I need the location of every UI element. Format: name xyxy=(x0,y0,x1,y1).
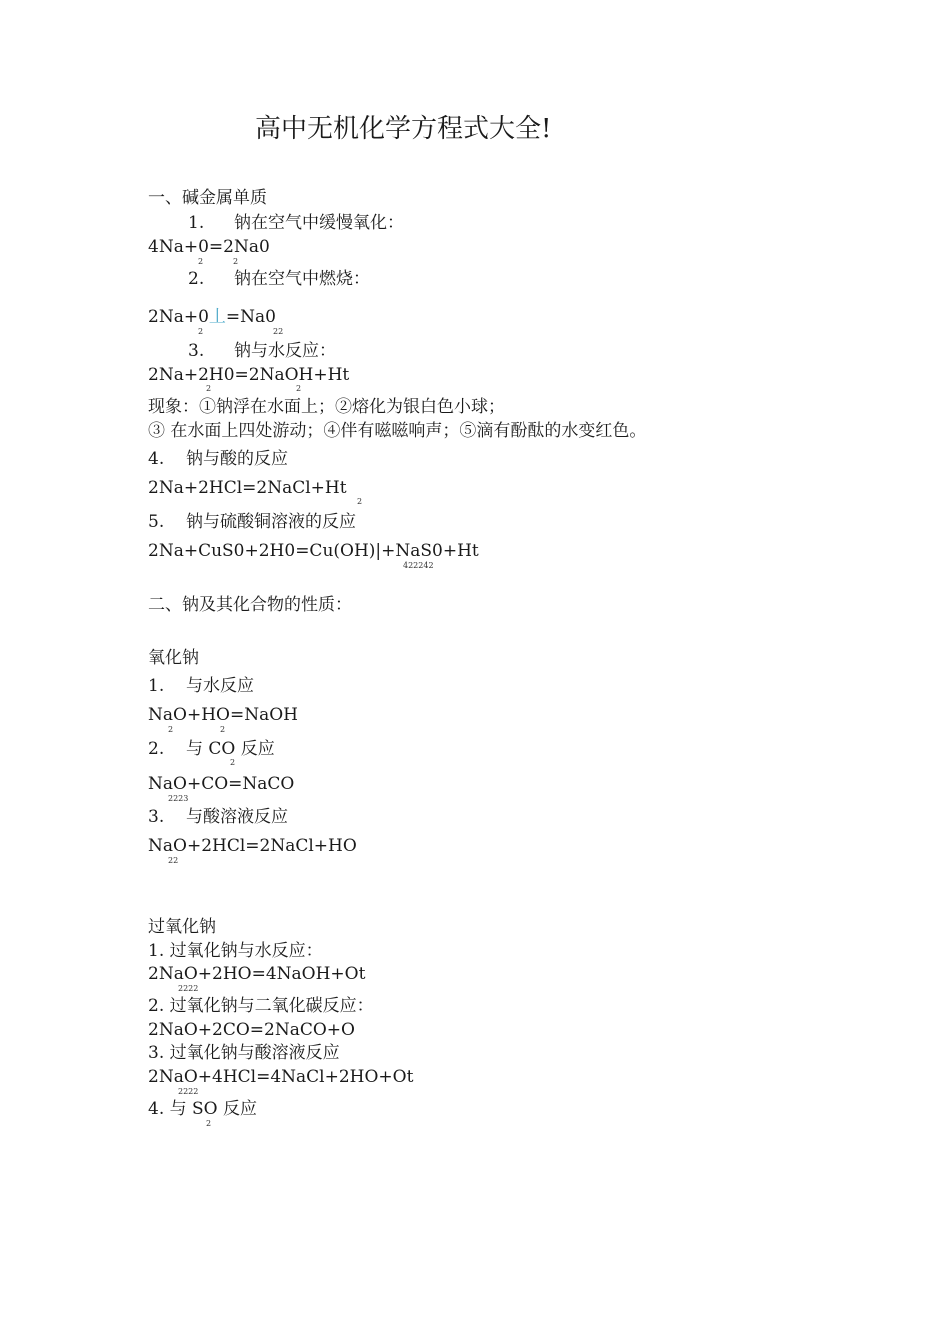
equation: 2NaO+2HO=4NaOH+Ot xyxy=(148,964,366,984)
subscript: 2 xyxy=(168,725,174,734)
subscript: 2 xyxy=(357,497,363,506)
equation xyxy=(148,307,276,327)
equation: NaO+HO=NaOH xyxy=(148,705,298,725)
equation: 2Na+2HCl=2NaCl+Ht xyxy=(148,478,347,498)
item-text: 钠与水反应： xyxy=(234,341,336,361)
subscript: 2 xyxy=(198,257,204,266)
item-text: 钠在空气中燃烧： xyxy=(234,269,370,289)
subsection-heading: 过氧化钠 xyxy=(148,917,216,937)
equation: 2Na+2H0=2NaOH+Ht xyxy=(148,365,350,385)
equation: 2NaO+2CO=2NaCO+O xyxy=(148,1020,355,1040)
reaction-condition: 丄 xyxy=(208,307,226,327)
item-number: 5. xyxy=(148,512,165,532)
subscript: 2 xyxy=(233,257,239,266)
item-text: 钠与硫酸铜溶液的反应 xyxy=(186,512,356,532)
subsection-heading: 氧化钠 xyxy=(148,648,199,668)
subscript: 2223 xyxy=(168,794,189,803)
item-text: 3. 过氧化钠与酸溶液反应 xyxy=(148,1043,340,1063)
subscript: 2 xyxy=(198,327,204,336)
subscript: 422242 xyxy=(403,561,434,570)
subscript: 22 xyxy=(273,327,284,336)
item-text: 钠与酸的反应 xyxy=(186,449,288,469)
item-text: 与酸溶液反应 xyxy=(186,807,288,827)
equation-part: =Na0 xyxy=(225,307,276,327)
item-text: 2. 过氧化钠与二氧化碳反应： xyxy=(148,996,374,1016)
subscript: 2222 xyxy=(178,984,199,993)
item-text: 与 CO 反应 xyxy=(186,739,275,759)
item-number: 2. xyxy=(188,269,205,289)
item-number: 4. xyxy=(148,449,165,469)
section-heading: 二、钠及其化合物的性质： xyxy=(148,595,352,615)
item-number: 3. xyxy=(188,341,205,361)
equation: 4Na+0=2Na0 xyxy=(148,237,270,257)
item-number: 3. xyxy=(148,807,165,827)
subscript: 2 xyxy=(206,1119,212,1128)
equation: 2Na+CuS0+2H0=Cu(OH)|+NaS0+Ht xyxy=(148,541,479,561)
subscript: 2 xyxy=(220,725,226,734)
item-text: 4. 与 SO 反应 xyxy=(148,1099,258,1119)
item-text: 1. 过氧化钠与水反应： xyxy=(148,941,323,961)
observation-text: 现象：①钠浮在水面上；②熔化为银白色小球； xyxy=(148,397,505,417)
equation-part: 2Na+0 xyxy=(148,307,209,327)
subscript: 2 xyxy=(230,758,236,767)
item-number: 2. xyxy=(148,739,165,759)
item-number: 1. xyxy=(188,213,205,233)
item-number: 1. xyxy=(148,676,165,696)
subscript: 2 xyxy=(206,384,212,393)
item-text: 与水反应 xyxy=(186,676,254,696)
subscript: 22 xyxy=(168,856,179,865)
section-heading: 一、碱金属单质 xyxy=(148,188,267,208)
equation: 2NaO+4HCl=4NaCl+2HO+Ot xyxy=(148,1067,414,1087)
subscript: 2 xyxy=(296,384,302,393)
subscript: 2222 xyxy=(178,1087,199,1096)
item-text: 钠在空气中缓慢氧化： xyxy=(234,213,404,233)
equation: NaO+2HCl=2NaCl+HO xyxy=(148,836,357,856)
page-title: 高中无机化学方程式大全! xyxy=(255,114,552,144)
observation-text: ③ 在水面上四处游动；④伴有嗞嗞响声；⑤滴有酚酞的水变红色。 xyxy=(148,421,647,441)
equation: NaO+CO=NaCO xyxy=(148,774,295,794)
